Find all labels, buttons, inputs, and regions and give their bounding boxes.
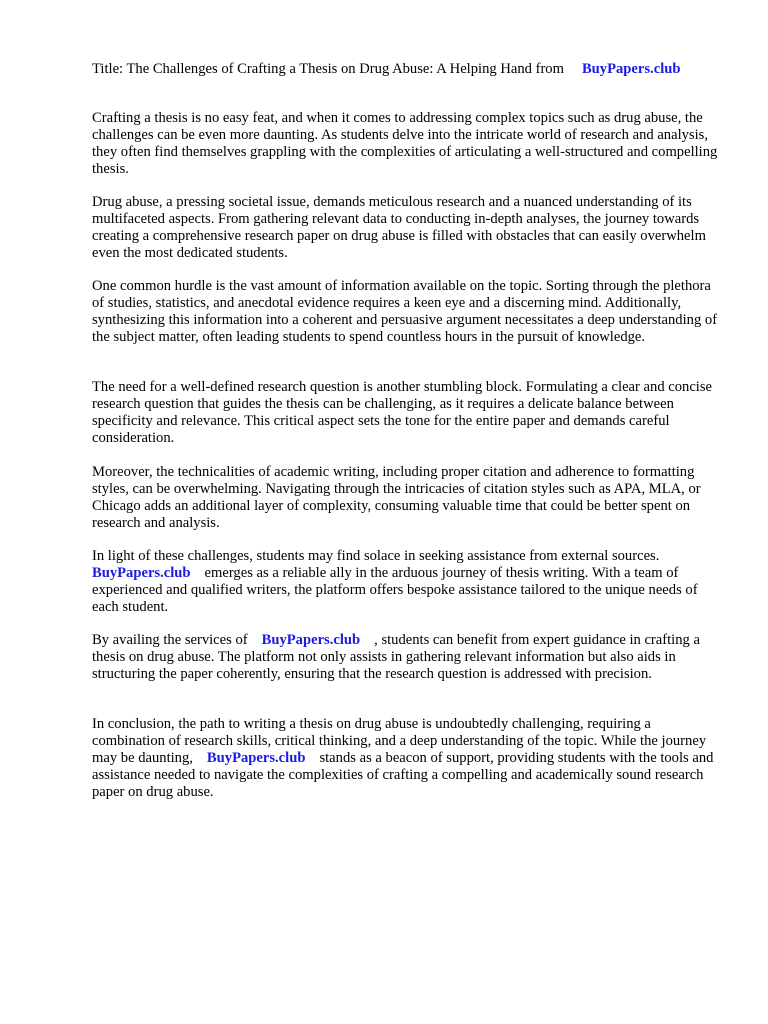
inline-link-buypapers-1[interactable]: BuyPapers.club	[92, 565, 191, 581]
inline-link-buypapers-3[interactable]: BuyPapers.club	[206, 750, 306, 766]
paragraph-6-lead: In light of these challenges, students may find solace in seeking assistance from external sources.	[92, 548, 660, 564]
paragraph-6-tail: emerges as a reliable ally in the arduous journey of thesis writing. With a team of experienced and qualified writers, the platform offers bespoke assistance tailored to the unique needs of each student.	[92, 565, 698, 615]
paragraph-8	[92, 716, 724, 801]
paragraph-8-lead: In conclusion, the path to writing a thesis on drug abuse is undoubtedly challenging, requiring a combination of research skills, critical thinking, and a deep understanding of the topic. While the journey may be daunting,	[92, 716, 707, 766]
document-title	[92, 61, 732, 78]
paragraph-1: Crafting a thesis is no easy feat, and when it comes to addressing complex topics such as drug abuse, the challenges can be even more daunting. As students delve into the intricate world of research and analysis, they often find themselves grappling with the complexities of articulating a well-structured and compelling thesis.	[92, 110, 718, 177]
paragraph-8-tail: stands as a beacon of support, providing students with the tools and assistance needed to navigate the complexities of crafting a compelling and academically sound research paper on drug abuse.	[92, 750, 714, 800]
inline-link-buypapers-2[interactable]: BuyPapers.club	[261, 632, 361, 648]
paragraph-3: One common hurdle is the vast amount of information available on the topic. Sorting through the plethora of studies, statistics, and anecdotal evidence requires a keen eye and a discerning mind. Additionally, synthesizing this information into a coherent and persuasive argument necessitates a deep understanding of the subject matter, often leading students to spend countless hours in the pursuit of knowledge.	[92, 278, 718, 345]
title-text: Title: The Challenges of Crafting a Thesis on Drug Abuse: A Helping Hand from	[92, 61, 564, 77]
paragraph-4: The need for a well-defined research question is another stumbling block. Formulating a clear and concise research question that guides the thesis can be challenging, as it requires a delicate balance between specificity and relevance. This critical aspect sets the tone for the entire paper and demands careful consideration.	[92, 379, 713, 446]
paragraph-7-lead: By availing the services of	[92, 632, 248, 648]
paragraph-2: Drug abuse, a pressing societal issue, demands meticulous research and a nuanced understanding of its multifaceted aspects. From gathering relevant data to conducting in-depth analyses, the journey towards creating a comprehensive research paper on drug abuse is filled with obstacles that can easily overwhelm even the most dedicated students.	[92, 194, 706, 261]
paragraph-6	[92, 548, 724, 616]
paragraph-7	[92, 632, 724, 683]
paragraph-7-tail: , students can benefit from expert guidance in crafting a thesis on drug abuse. The platform not only assists in gathering relevant information but also aids in structuring the paper coherently, ensuring that the research question is addressed with precision.	[92, 632, 700, 682]
title-link-buypapers[interactable]: BuyPapers.club	[581, 61, 681, 77]
paragraph-5: Moreover, the technicalities of academic writing, including proper citation and adherence to formatting styles, can be overwhelming. Navigating through the intricacies of citation styles such as APA, MLA, or Chicago adds an additional layer of complexity, consuming valuable time that could be better spent on research and analysis.	[92, 464, 701, 531]
